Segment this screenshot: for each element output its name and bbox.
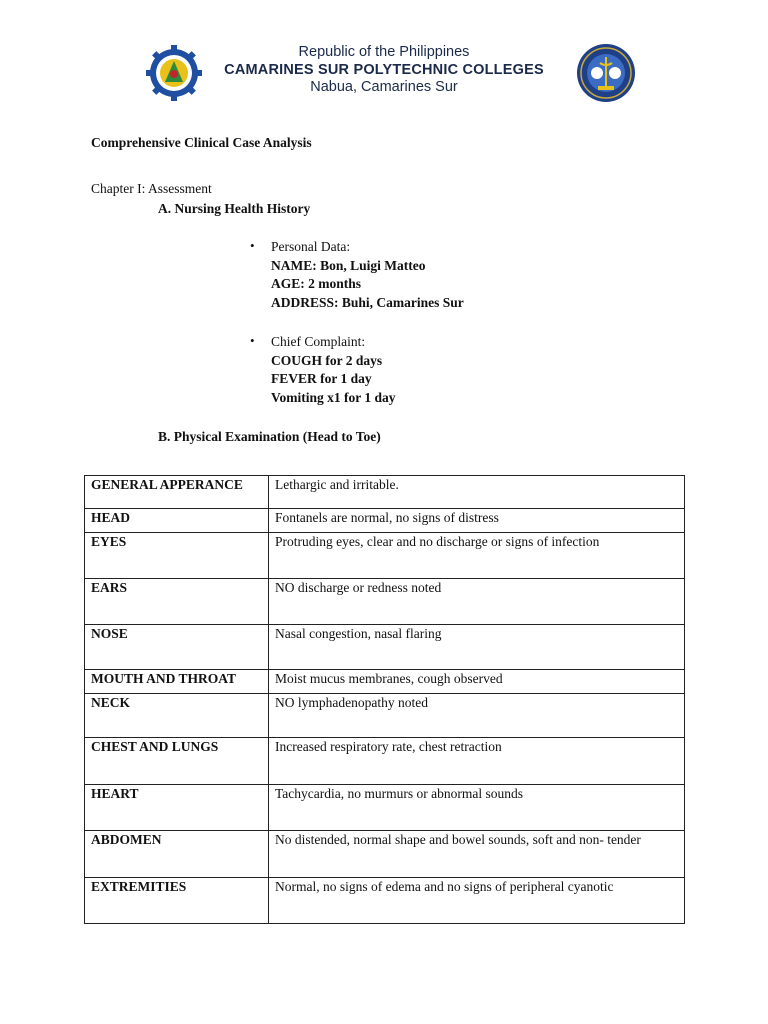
exam-finding: Normal, no signs of edema and no signs of peripheral cyanotic <box>269 878 685 924</box>
exam-area: EYES <box>85 533 269 579</box>
section-b-heading: B. Physical Examination (Head to Toe) <box>158 429 381 444</box>
exam-finding: Lethargic and irritable. <box>269 476 685 509</box>
patient-address: ADDRESS: Buhi, Camarines Sur <box>271 295 464 310</box>
table-row <box>85 533 685 579</box>
exam-area: MOUTH AND THROAT <box>85 670 269 694</box>
exam-finding: Nasal congestion, nasal flaring <box>269 625 685 670</box>
bullet-icon: • <box>250 333 255 348</box>
table-row <box>85 509 685 533</box>
table-row <box>85 831 685 878</box>
document-title: Comprehensive Clinical Case Analysis <box>91 135 312 150</box>
patient-name: NAME: Bon, Luigi Matteo <box>271 258 426 273</box>
exam-finding: NO lymphadenopathy noted <box>269 694 685 738</box>
table-row <box>85 738 685 785</box>
personal-data-label: Personal Data: <box>271 239 351 254</box>
header-republic: Republic of the Philippines <box>298 44 470 60</box>
patient-age: AGE: 2 months <box>271 276 362 291</box>
exam-finding: Increased respiratory rate, chest retraction <box>269 738 685 785</box>
complaint-line-2: FEVER for 1 day <box>271 371 372 386</box>
institution-header <box>0 44 768 96</box>
table-row <box>85 670 685 694</box>
exam-area: HEAD <box>85 509 269 533</box>
exam-area: EXTREMITIES <box>85 878 269 924</box>
complaint-line-1: COUGH for 2 days <box>271 353 383 368</box>
physical-exam-table <box>84 475 685 924</box>
bullet-icon: • <box>250 238 255 253</box>
exam-finding: Protruding eyes, clear and no discharge or signs of infection <box>269 533 685 579</box>
exam-finding: No distended, normal shape and bowel sounds, soft and non- tender <box>269 831 685 878</box>
table-row <box>85 785 685 831</box>
header-college-name: CAMARINES SUR POLYTECHNIC COLLEGES <box>224 62 544 78</box>
table-row <box>85 579 685 625</box>
exam-area: NOSE <box>85 625 269 670</box>
exam-finding: Tachycardia, no murmurs or abnormal sounds <box>269 785 685 831</box>
exam-finding: NO discharge or redness noted <box>269 579 685 625</box>
chief-complaint-label: Chief Complaint: <box>271 334 366 349</box>
exam-area: NECK <box>85 694 269 738</box>
exam-area: GENERAL APPERANCE <box>85 476 269 509</box>
chapter-heading: Chapter I: Assessment <box>91 181 212 196</box>
table-row <box>85 878 685 924</box>
exam-area: CHEST AND LUNGS <box>85 738 269 785</box>
nursing-seal-icon <box>576 43 636 103</box>
section-a-heading: A. Nursing Health History <box>158 201 311 216</box>
exam-finding: Moist mucus membranes, cough observed <box>269 670 685 694</box>
exam-area: EARS <box>85 579 269 625</box>
table-row <box>85 694 685 738</box>
table-row <box>85 625 685 670</box>
complaint-line-3: Vomiting x1 for 1 day <box>271 390 396 405</box>
exam-area: HEART <box>85 785 269 831</box>
header-location: Nabua, Camarines Sur <box>310 79 458 95</box>
exam-area: ABDOMEN <box>85 831 269 878</box>
exam-finding: Fontanels are normal, no signs of distress <box>269 509 685 533</box>
table-row <box>85 476 685 509</box>
